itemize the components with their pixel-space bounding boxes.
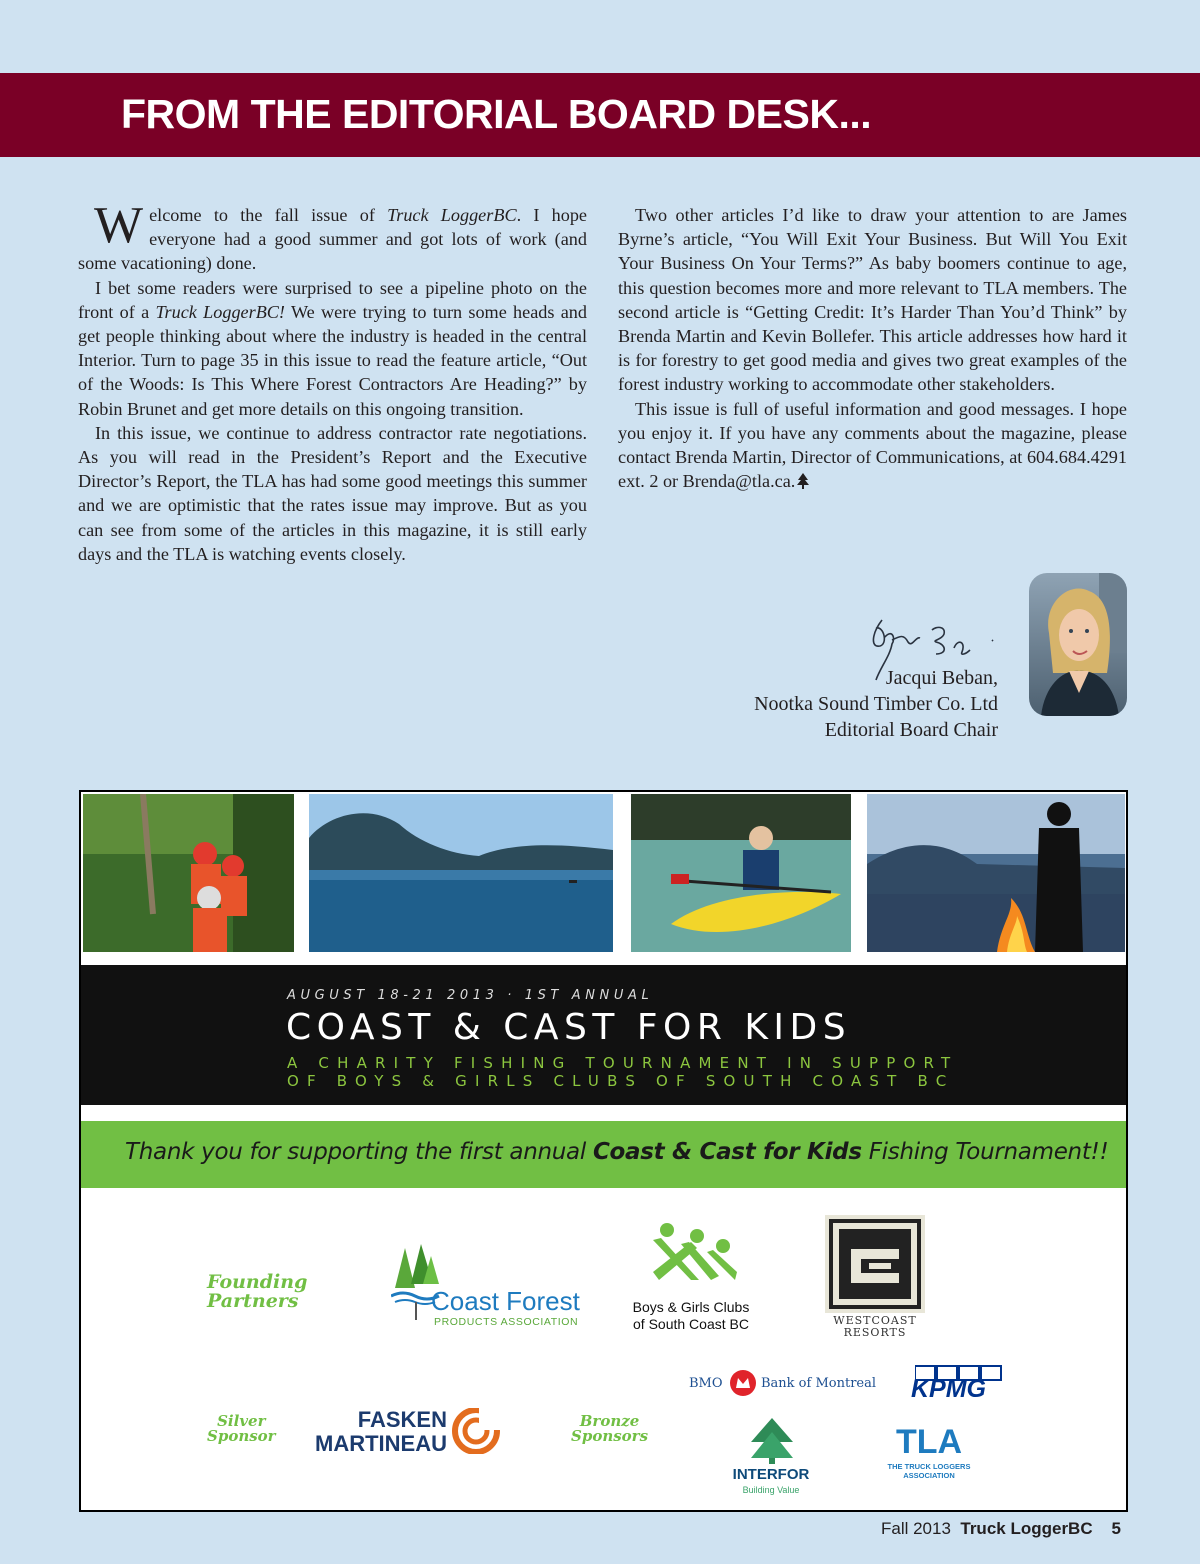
page-footer xyxy=(881,1519,1121,1539)
paragraph: I bet some readers were surprised to see a pipeline photo on the front of a Truck LoggerBC! We were trying to turn some heads and get people thinking about where the industry is headed in the central Interior. Turn to page 35 in this issue to read the feature article, “Out of the Woods: Is This Where Forest Contractors Are Heading?” by Robin Brunet and get more details on this ongoing transition. xyxy=(78,277,587,419)
photo-kayaker xyxy=(631,794,851,952)
author-portrait xyxy=(1029,573,1127,716)
event-title: COAST & CAST FOR KIDS xyxy=(286,1007,852,1048)
section-title: FROM THE EDITORIAL BOARD DESK... xyxy=(121,91,872,137)
paragraph: Welcome to the fall issue of Truck LoggerBC. I hope everyone had a good summer and got lots of work (and some vacationing) done. xyxy=(78,197,587,274)
fasken-martineau-logo: FASKEN MARTINEAU xyxy=(297,1404,503,1456)
tree-end-icon xyxy=(797,473,809,489)
interfor-tree-icon xyxy=(751,1418,793,1464)
interfor-logo: INTERFOR Building Value xyxy=(721,1418,821,1498)
coast-forest-logo: Coast Forest PRODUCTS ASSOCIATION xyxy=(391,1244,581,1324)
kpmg-logo: KPMG xyxy=(911,1365,1005,1405)
westcoast-emblem-icon xyxy=(825,1215,925,1315)
photo-lake-mountains xyxy=(309,794,613,952)
fasken-swirl-icon xyxy=(451,1408,501,1454)
bronze-sponsors-label: Bronze Sponsors xyxy=(571,1412,649,1445)
paragraph: Two other articles I’d like to draw your attention to are James Byrne’s article, “You Will Exit Your Business. But Will You Exit Your Business On Your Terms?” As baby boomers continue to age, this question becomes more and more relevant to TLA members. The second article is “Getting Credit: It’s Harder Than You’d Think” by Brenda Martin and Kevin Bollefer. This article addresses how hard it is for forestry to get good media and gives two great examples of the forest industry working to accommodate other stakeholders. xyxy=(618,205,1127,395)
article-column-1 xyxy=(78,197,587,566)
thank-you-text: Thank you for supporting the first annual Coast & Cast for Kids Fishing Tournament!! xyxy=(125,1139,1109,1165)
signer-company: Nootka Sound Timber Co. Ltd xyxy=(754,693,998,715)
page-number: 5 xyxy=(1111,1519,1121,1538)
sponsor-advertisement xyxy=(79,790,1128,1512)
kids-figures-icon xyxy=(651,1222,737,1284)
signer-role: Editorial Board Chair xyxy=(824,719,998,741)
westcoast-resorts-logo: WESTCOAST RESORTS xyxy=(825,1215,929,1341)
event-date-line: AUGUST 18-21 2013 · 1ST ANNUAL xyxy=(287,988,654,1003)
photo-campfire xyxy=(867,794,1125,952)
drop-cap: W xyxy=(94,197,144,254)
boys-girls-clubs-logo: Boys & Girls Clubs of South Coast BC xyxy=(611,1222,771,1332)
issue-date: Fall 2013 xyxy=(880,1519,951,1538)
founding-partners-label: Founding Partners xyxy=(207,1271,308,1312)
section-banner xyxy=(0,73,1200,157)
event-title-band xyxy=(81,965,1126,1105)
magazine-name: Truck LoggerBC xyxy=(960,1519,1093,1538)
paragraph: In this issue, we continue to address contractor rate negotiations. As you will read in the President’s Report and the Executive Director’s Report, the TLA has had some good meetings this summer and we are optimistic that the rates issue may improve. But as you can see from some of the articles in this magazine, it is still early days and the TLA is watching events closely. xyxy=(78,422,587,564)
paragraph: This issue is full of useful information and good messages. I hope you enjoy it. If you have any comments about the magazine, please contact Brenda Martin, Director of Communications, at 604.684.4291 ext. 2 or Brenda@tla.ca. xyxy=(618,398,1127,492)
thank-you-band xyxy=(81,1121,1126,1188)
photo-kids-climbing xyxy=(83,794,294,952)
bmo-logo: BMO Bank of Montreal xyxy=(689,1369,889,1403)
article-column-2 xyxy=(618,203,1127,493)
tla-logo: TLA THE TRUCK LOGGERS ASSOCIATION xyxy=(887,1423,971,1480)
bmo-roundel-icon xyxy=(729,1369,757,1397)
signer-name: Jacqui Beban, xyxy=(885,667,998,689)
event-subtitle: A CHARITY FISHING TOURNAMENT IN SUPPORT OF BOYS & GIRLS CLUBS OF SOUTH COAST BC xyxy=(287,1054,959,1090)
silver-sponsor-label: Silver Sponsor xyxy=(207,1412,276,1445)
signature-block xyxy=(754,665,998,743)
